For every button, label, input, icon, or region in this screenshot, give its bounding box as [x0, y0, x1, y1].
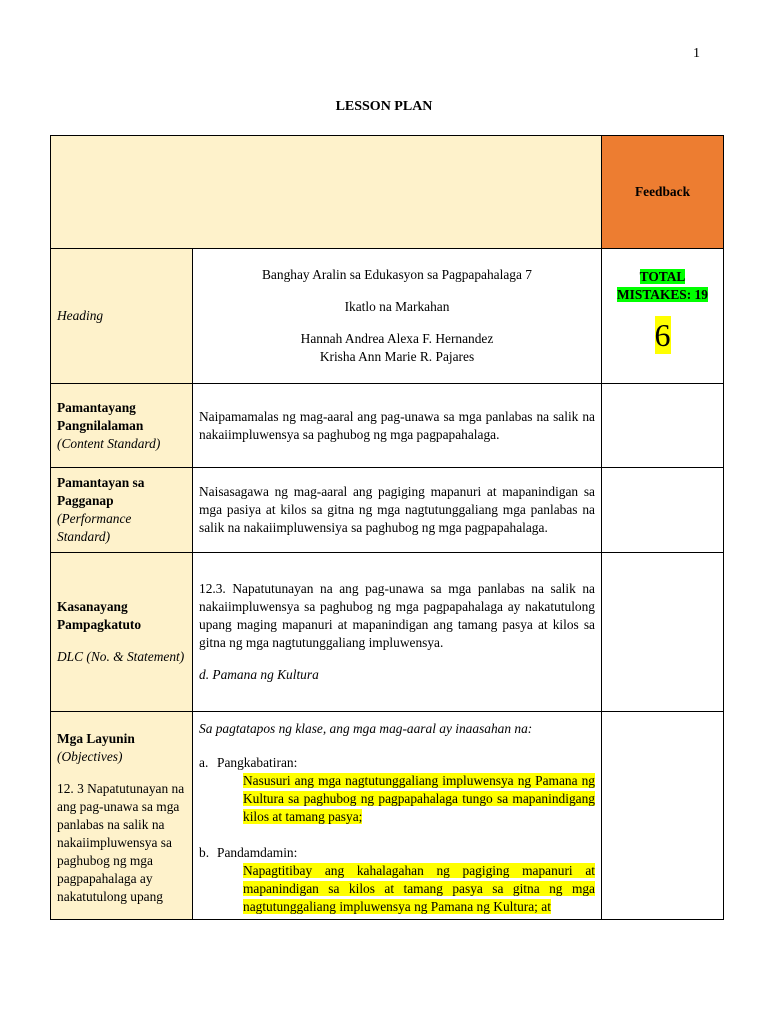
competency-row — [51, 553, 724, 712]
objective-b-letter: b. — [199, 845, 210, 860]
performance-standard-text: Naisasagawa ng mag-aaral ang pagiging mapanuri at mapanindigan sa mga pasiya at kilos sa gitna ng mga nagtutunggaliang mga panlabas na salik na nakaiimpluwensiya sa paghubog ng mga pagpapahalaga. — [193, 468, 602, 553]
content-standard-subtitle: (Content Standard) — [57, 435, 161, 451]
competency-text: 12.3. Napatutunayan na ang pag-unawa sa mga panlabas na salik na nakaiimpluwensya sa paghubog ng mga pagpapahalaga ay nakatutulong upang maging mapanuri at mapanindigan ang tamang pasya at kilos sa gitna ng mga nagtutunggaliang impluwensya. — [199, 581, 595, 650]
feedback-header: Feedback — [602, 136, 724, 249]
content-standard-label — [51, 384, 193, 468]
table-header-row — [51, 136, 724, 249]
objectives-row — [51, 712, 724, 920]
performance-standard-feedback — [602, 468, 724, 553]
competency-label — [51, 553, 193, 712]
heading-line-subject: Banghay Aralin sa Edukasyon sa Pagpapahalaga 7 — [262, 267, 532, 282]
competency-subtitle: DLC (No. & Statement) — [57, 649, 185, 664]
heading-feedback-cell — [602, 249, 724, 384]
heading-row — [51, 249, 724, 384]
performance-standard-title: Pamantayan sa Pagganap — [57, 475, 145, 508]
heading-line-quarter: Ikatlo na Markahan — [344, 299, 450, 314]
heading-label: Heading — [51, 249, 193, 384]
objective-a-title: Pangkabatiran: — [217, 755, 298, 770]
page-number: 1 — [693, 46, 700, 61]
content-standard-feedback — [602, 384, 724, 468]
objective-a-text — [243, 772, 595, 826]
objectives-label — [51, 712, 193, 920]
competency-feedback — [602, 553, 724, 712]
content-standard-title: Pamantayang Pangnilalaman — [57, 399, 144, 433]
content-standard-text: Naipamamalas ng mag-aaral ang pag-unawa sa mga panlabas na salik na nakaiimpluwensya sa paghubog ng mga pagpapahalaga. — [193, 384, 602, 468]
lesson-plan-table — [50, 135, 724, 920]
document-title: LESSON PLAN — [335, 99, 433, 114]
performance-standard-row — [51, 468, 724, 553]
heading-author-1: Hannah Andrea Alexa F. Hernandez — [300, 331, 494, 346]
objectives-feedback — [602, 712, 724, 920]
objective-a-heading — [199, 754, 595, 772]
objectives-subtitle: (Objectives) — [57, 749, 123, 764]
performance-standard-subtitle: (Performance Standard) — [57, 511, 132, 544]
objectives-label-text: 12. 3 Napatutunayan na ang pag-unawa sa mga panlabas na salik na nakaiimpluwensya sa paghubog ng mga pagpapahalaga ay nakatutulong upang — [57, 781, 185, 904]
objective-b-title: Pandamdamin: — [217, 845, 298, 860]
objective-a-highlight: Nasusuri ang mga nagtutunggaliang impluwensya ng Pamana ng Kultura sa paghubog ng pagpapahalaga tungo sa mapanindigang kilos at tamang pasya; — [243, 773, 595, 824]
objective-b-heading — [199, 844, 595, 862]
heading-content — [193, 249, 602, 384]
competency-subtopic: d. Pamana ng Kultura — [199, 667, 319, 682]
competency-title: Kasanayang Pampagkatuto — [57, 599, 142, 632]
objectives-title: Mga Layunin — [57, 731, 135, 746]
total-mistakes-label-2: MISTAKES: 19 — [617, 287, 708, 302]
performance-standard-label — [51, 468, 193, 553]
objective-b-highlight: Napagtitibay ang kahalagahan ng pagiging mapanuri at mapanindigan sa kilos at tamang pasya sa gitna ng mga nagtutunggaliang impluwensya ng Pamana ng Kultura; at — [243, 863, 595, 914]
objective-b-text — [243, 862, 595, 916]
content-standard-row — [51, 384, 724, 468]
objectives-content — [193, 712, 602, 920]
heading-author-2: Krisha Ann Marie R. Pajares — [319, 349, 475, 364]
competency-content — [193, 553, 602, 712]
objectives-intro: Sa pagtatapos ng klase, ang mga mag-aaral ay inaasahan na: — [199, 721, 533, 736]
objective-a-letter: a. — [199, 755, 209, 770]
total-mistakes-label-1: TOTAL — [639, 269, 686, 284]
header-blank-cell — [51, 136, 602, 249]
score-value: 6 — [654, 317, 671, 353]
